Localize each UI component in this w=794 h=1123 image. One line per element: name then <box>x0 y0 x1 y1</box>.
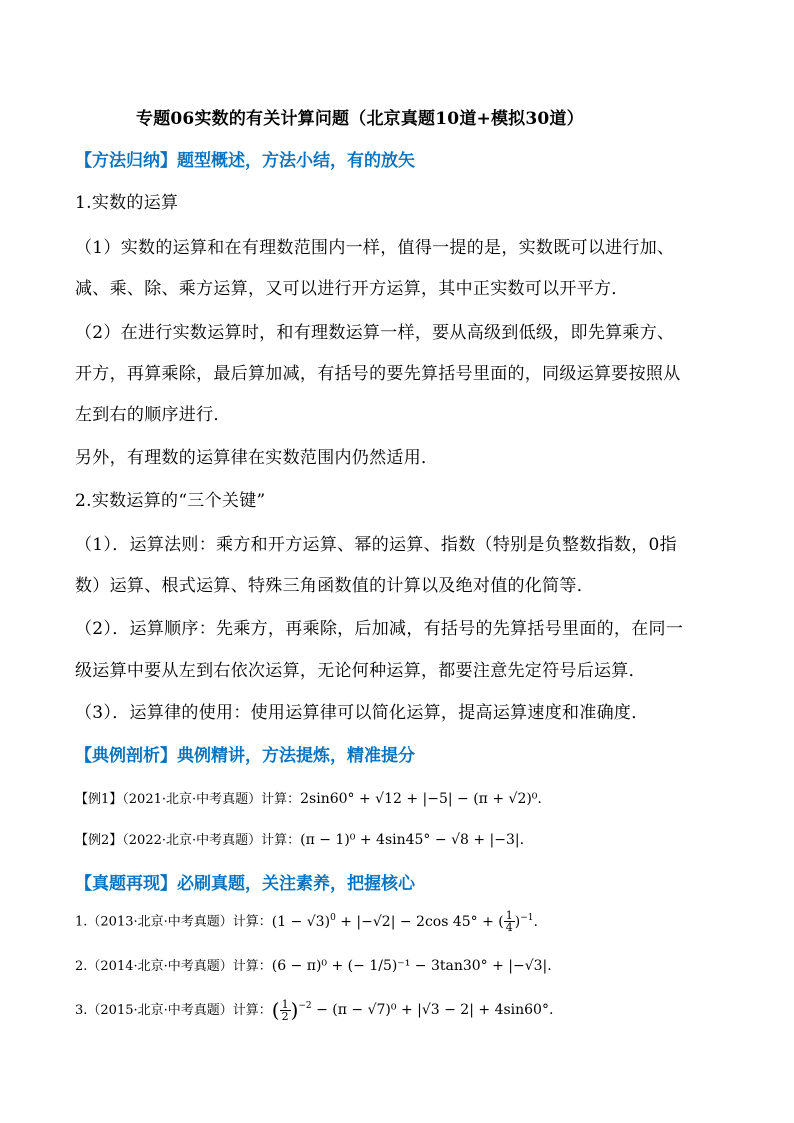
math-expression: ( $\frac{1}{2}$ )$^{-2}$ − (π − √7)⁰ + |√3 − 2| + 4sin60°. <box>271 997 554 1023</box>
paragraph-line: （1）实数的运算和在有理数范围内一样，值得一提的是，实数既可以进行加、 <box>75 238 675 258</box>
paragraph-line: 数）运算、根式运算、特殊三角函数值的计算以及绝对值的化简等． <box>75 576 594 596</box>
example-label: 【例2】（2022·北京·中考真题）计算： <box>75 833 301 848</box>
fraction-numerator: 1 <box>281 997 289 1011</box>
section-subtitle: 题型概述，方法小结，有的放矢 <box>177 151 415 171</box>
math-part: . <box>533 913 538 930</box>
fraction-denominator: 4 <box>505 921 513 934</box>
section-real-exams <box>75 869 415 894</box>
section-subtitle: 必刷真题，关注素养，把握核心 <box>177 874 415 894</box>
paragraph-line: 左到右的顺序进行． <box>75 405 231 425</box>
section-method-summary <box>75 146 415 171</box>
paragraph-line: （2）．运算顺序：先乘方，再乘除，后加减，有括号的先算括号里面的，在同一 <box>75 619 684 639</box>
math-part: ) <box>514 913 521 930</box>
math-expression: $(1 - √3)^0 + |-√2| - 2\cos$ 45° + ( $\frac{1}{4}$ )$^{-1}$. <box>271 909 538 934</box>
section-label: 【方法归纳】 <box>75 151 177 171</box>
question-label: 2.（2014·北京·中考真题）计算： <box>75 959 272 974</box>
paragraph-line: （1）．运算法则：乘方和开方运算、幂的运算、指数（特别是负整数指数，0指 <box>75 535 677 555</box>
question-1 <box>75 910 538 933</box>
math-part: (1 − √3) <box>271 913 331 930</box>
question-label: 3.（2015·北京·中考真题）计算： <box>75 1003 272 1018</box>
paragraph-line: 级运算中要从左到右依次运算，无论何种运算，都要注意先定符号后运算． <box>75 661 646 681</box>
section-typical-examples <box>75 741 415 766</box>
example-label: 【例1】（2021·北京·中考真题）计算： <box>75 792 301 807</box>
math-expression: 2sin60° + √12 + |−5| − (π + √2)⁰. <box>300 791 542 807</box>
fraction-numerator: 1 <box>505 909 513 922</box>
example-2 <box>75 829 524 848</box>
paragraph-line: （2）在进行实数运算时，和有理数运算一样，要从高级到低级，即先算乘方、 <box>75 323 675 343</box>
paragraph-line: 开方，再算乘除，最后算加减，有括号的要先算括号里面的，同级运算要按照从 <box>75 364 681 384</box>
math-part: + |−√2| − 2cos 45° + ( <box>340 913 504 930</box>
example-1 <box>75 788 542 807</box>
paragraph-line: 另外，有理数的运算律在实数范围内仍然适用． <box>75 448 439 468</box>
math-expression: (6 − π)⁰ + (− 1/5)⁻¹ − 3tan30° + |−√3|. <box>271 958 552 974</box>
section-label: 【典例剖析】 <box>75 746 177 766</box>
paragraph-line: 减、乘、除、乘方运算，又可以进行开方运算，其中正实数可以开平方． <box>75 279 629 299</box>
math-expression: (π − 1)⁰ + 4sin45° − √8 + |−3|. <box>300 832 525 848</box>
fraction <box>280 999 291 1022</box>
fraction-denominator: 2 <box>281 1009 289 1023</box>
section-subtitle: 典例精讲，方法提炼，精准提分 <box>177 746 415 766</box>
page-title: 专题06实数的有关计算问题（北京真题10道+模拟30道） <box>136 109 584 129</box>
heading-real-number-operations: 1.实数的运算 <box>75 193 179 213</box>
heading-three-keys: 2.实数运算的“三个关键” <box>75 491 266 511</box>
question-label: 1.（2013·北京·中考真题）计算： <box>75 914 272 930</box>
paragraph-line: （3）．运算律的使用：使用运算律可以简化运算，提高运算速度和准确度． <box>75 703 649 723</box>
question-2 <box>75 955 552 974</box>
fraction <box>504 910 515 933</box>
question-3 <box>75 998 553 1022</box>
section-label: 【真题再现】 <box>75 874 177 894</box>
math-part: − (π − √7)⁰ + |√3 − 2| + 4sin60°. <box>316 1002 554 1018</box>
